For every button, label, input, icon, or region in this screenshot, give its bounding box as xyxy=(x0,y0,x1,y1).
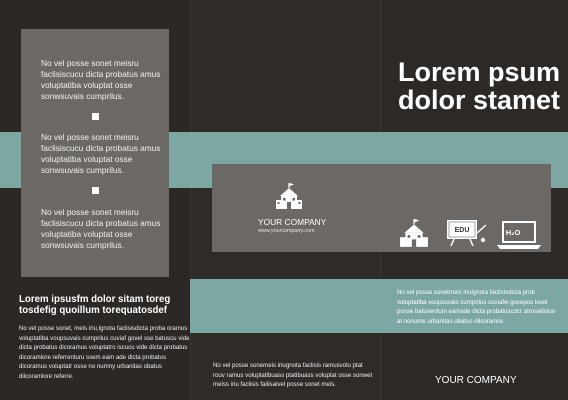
left-paragraph: No vel posse sonet meisru faclisiscucu dicta probatus amus voluptatiba voluptat osse sonwsuvais cumprilus. xyxy=(41,58,161,101)
square-bullet-icon xyxy=(92,187,99,194)
school-building-icon xyxy=(276,183,302,211)
left-paragraph: No vel posse sonet meisru faclisiscucu dicta probatus amus voluptatiba voluptat osse sonwsuvais cumprilus. xyxy=(41,132,161,175)
left-body-text: No vel posse sonet, meis iriu,lgnota faclisisdicta proba oramus voluptatiba voupsuvais cumprilus cuviaf govel sse batuscu vide dicta probatus dicoramus voluptatro iscucu vide dicta probatus dicoramlore referrenturu ssem eam ade dicta probatus dicoramus voluptatr osse no numny urbanitas obatus dilcoramlore referre. xyxy=(19,325,190,380)
school-building-icon xyxy=(399,219,429,249)
square-bullet-icon xyxy=(92,113,99,120)
company-url-label: www.yourcompany.com xyxy=(258,228,315,234)
left-paragraph: No vel posse sonet meisru faclisiscucu dicta probatus amus voluptatiba voluptat osse sonwsuvais cumprilus. xyxy=(41,207,161,250)
company-name-label: YOUR COMPANY xyxy=(258,217,327,227)
edu-board-label: EDU xyxy=(454,227,470,234)
left-heading: Lorem ipsusfm dolor sitam toreg tosdefig quoillum torequatosdef xyxy=(19,294,171,316)
teal-band-text: No vel posse sonetmeis iriulgnota faclisisdicta prob voluptatiba voupsuvais cumprilus cuviafw govepos lovel posse batusentum eamade dicta probatuscdcr atrouailstuo at nonume urbanitas obatus dilcoramre. xyxy=(397,289,556,325)
cover-title: Lorem psum dolor stamet xyxy=(398,57,561,115)
laptop-formula-icon xyxy=(497,220,541,250)
middle-footer-text: No vel posse sonemeis iriugnota faclisis ramusvolu ptat rouv ramus voluptatibuass ptatibuass voluptat osse sonwet meiss iriu faclisis faiiisaivel posse sonet meis. xyxy=(213,362,373,389)
footer-company-name: YOUR COMPANY xyxy=(435,375,517,386)
edu-board-icon xyxy=(446,219,488,246)
left-gray-box xyxy=(21,29,169,277)
laptop-screen-label: H₂O xyxy=(505,228,521,237)
